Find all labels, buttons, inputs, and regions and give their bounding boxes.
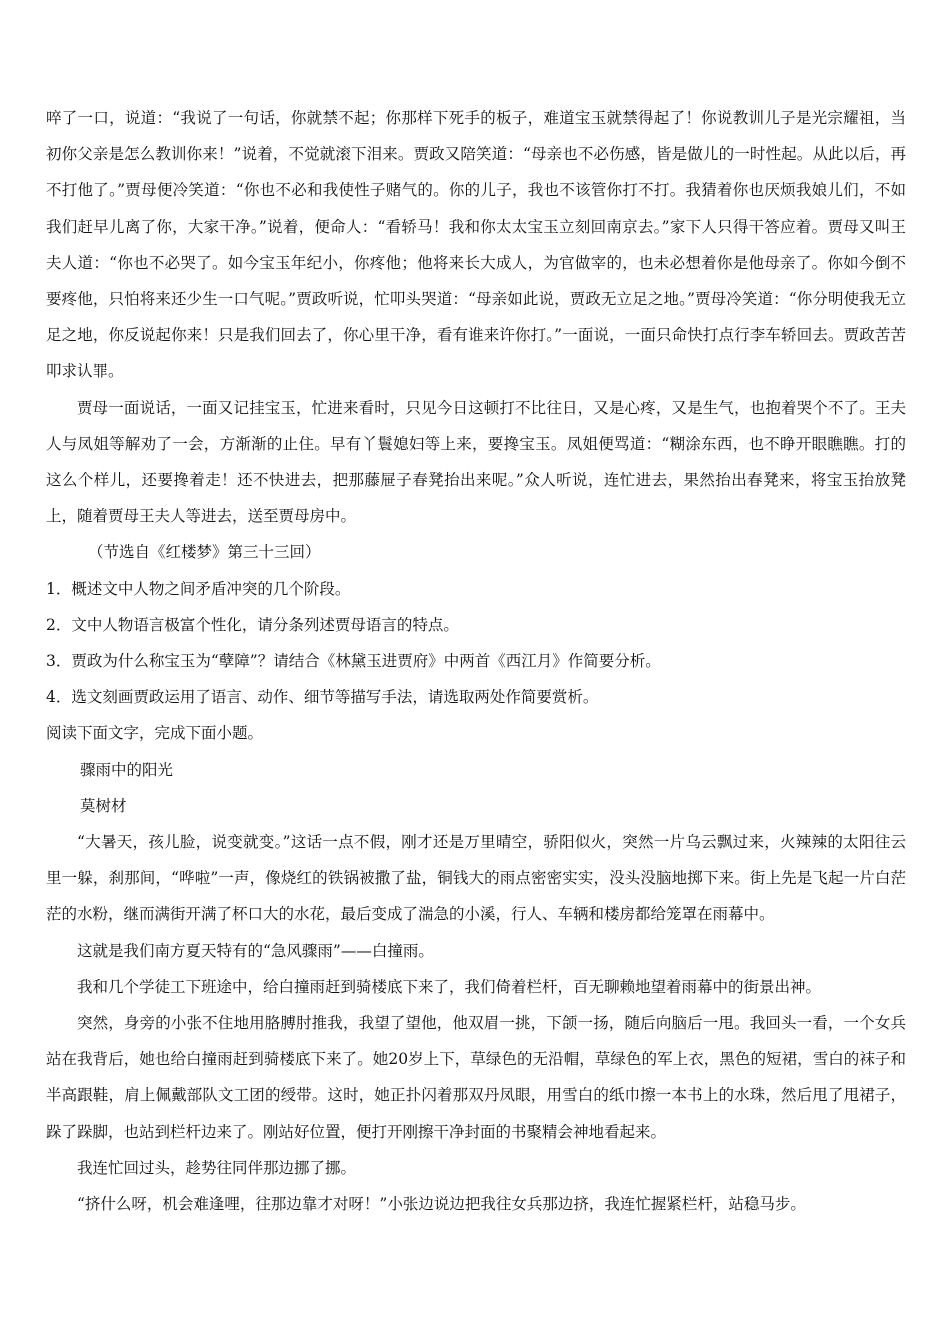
- passage2-paragraph-2: 这就是我们南方夏天特有的“急风骤雨”——白撞雨。: [77, 941, 434, 960]
- question-2: 2．文中人物语言极富个性化，请分条列述贾母语言的特点。: [46, 615, 459, 634]
- passage2-paragraph-5: 我连忙回过头，趁势往同伴那边挪了挪。: [77, 1158, 357, 1177]
- document-page: [46, 100, 906, 1222]
- passage2-title: 骤雨中的阳光: [80, 760, 174, 779]
- reading-instruction: 阅读下面文字，完成下面小题。: [46, 724, 264, 743]
- passage1-source: （节选自《红楼梦》第三十三回）: [88, 543, 321, 562]
- question-3: 3．贾政为什么称宝玉为“孽障”？请结合《林黛玉进贾府》中两首《西江月》作简要分析。: [46, 652, 661, 671]
- question-1: 1．概述文中人物之间矛盾冲突的几个阶段。: [46, 579, 351, 598]
- passage1-paragraph-1: 啐了一口，说道：“我说了一句话，你就禁不起；你那样下死手的板子，难道宝玉就禁得起了！你说教训儿子是光宗耀祖，当初你父亲是怎么教训你来！”说着，不觉就滚下泪来。贾政又陪笑道：“母亲也不必伤感，皆是做儿的一时性起。从此以后，再不打他了。”贾母便冷笑道：“你也不必和我使性子赌气的。你的儿子，我也不该管你打不打。我猜着你也厌烦我娘儿们，不如我们赶早儿离了你，大家干净。”说着，便命人：“看轿马！我和你太太宝玉立刻回南京去。”家下人只得干答应着。贾母又叫王夫人道：“你也不必哭了。如今宝玉年纪小，你疼他；他将来长大成人，为官做宰的，也未必想着你是他母亲了。你如今倒不要疼他，只怕将来还少生一口气呢。”贾政听说，忙叩头哭道：“母亲如此说，贾政无立足之地。”贾母冷笑道：“你分明使我无立足之地，你反说起你来！只是我们回去了，你心里干净，看有谁来许你打。”一面说，一面只命快打点行李车轿回去。贾政苦苦叩求认罪。: [46, 109, 906, 381]
- passage2-paragraph-1: “大暑天，孩儿脸，说变就变。”这话一点不假，刚才还是万里晴空，骄阳似火，突然一片乌云飘过来，火辣辣的太阳往云里一躲，刹那间，“哗啦”一声，像烧红的铁锅被撒了盐，铜钱大的雨点密密实实，没头没脑地掷下来。街上先是飞起一片白茫茫的水粉，继而满街开满了杯口大的水花，最后变成了湍急的小溪，行人、车辆和楼房都给笼罩在雨幕中。: [46, 833, 906, 924]
- passage2-author: 莫树材: [80, 796, 127, 815]
- passage1-paragraph-2: 贾母一面说话，一面又记挂宝玉，忙进来看时，只见今日这顿打不比往日，又是心疼，又是生气，也抱着哭个不了。王夫人与凤姐等解劝了一会，方渐渐的止住。早有丫鬟媳妇等上来，要搀宝玉。凤姐便骂道：“糊涂东西，也不睁开眼瞧瞧。打的这么个样儿，还要搀着走！还不快进去，把那藤屉子春凳抬出来呢。”众人听说，连忙进去，果然抬出春凳来，将宝玉抬放凳上，随着贾母王夫人等进去，送至贾母房中。: [46, 398, 906, 526]
- passage2-paragraph-3: 我和几个学徒工下班途中，给白撞雨赶到骑楼底下来了，我们倚着栏杆，百无聊赖地望着雨幕中的街景出神。: [77, 977, 822, 996]
- question-4: 4．选文刻画贾政运用了语言、动作、细节等描写手法，请选取两处作简要赏析。: [46, 688, 599, 707]
- passage2-paragraph-4: 突然，身旁的小张不住地用胳膊肘推我，我望了望他，他双眉一挑，下颌一扬，随后向脑后一甩。我回头一看，一个女兵站在我背后，她也给白撞雨赶到骑楼底下来了。她20岁上下，草绿色的无沿帽，草绿色的军上衣，黑色的短裙，雪白的袜子和半高跟鞋，肩上佩戴部队文工团的绶带。这时，她正扑闪着那双丹凤眼，用雪白的纸巾擦一本书上的水珠，然后甩了甩裙子，跺了跺脚，也站到栏杆边来了。刚站好位置，便打开刚擦干净封面的书聚精会神地看起来。: [46, 1014, 906, 1141]
- passage2-paragraph-6: “挤什么呀，机会难逢哩，往那边靠才对呀！”小张边说边把我往女兵那边挤，我连忙握紧栏杆，站稳马步。: [77, 1195, 806, 1214]
